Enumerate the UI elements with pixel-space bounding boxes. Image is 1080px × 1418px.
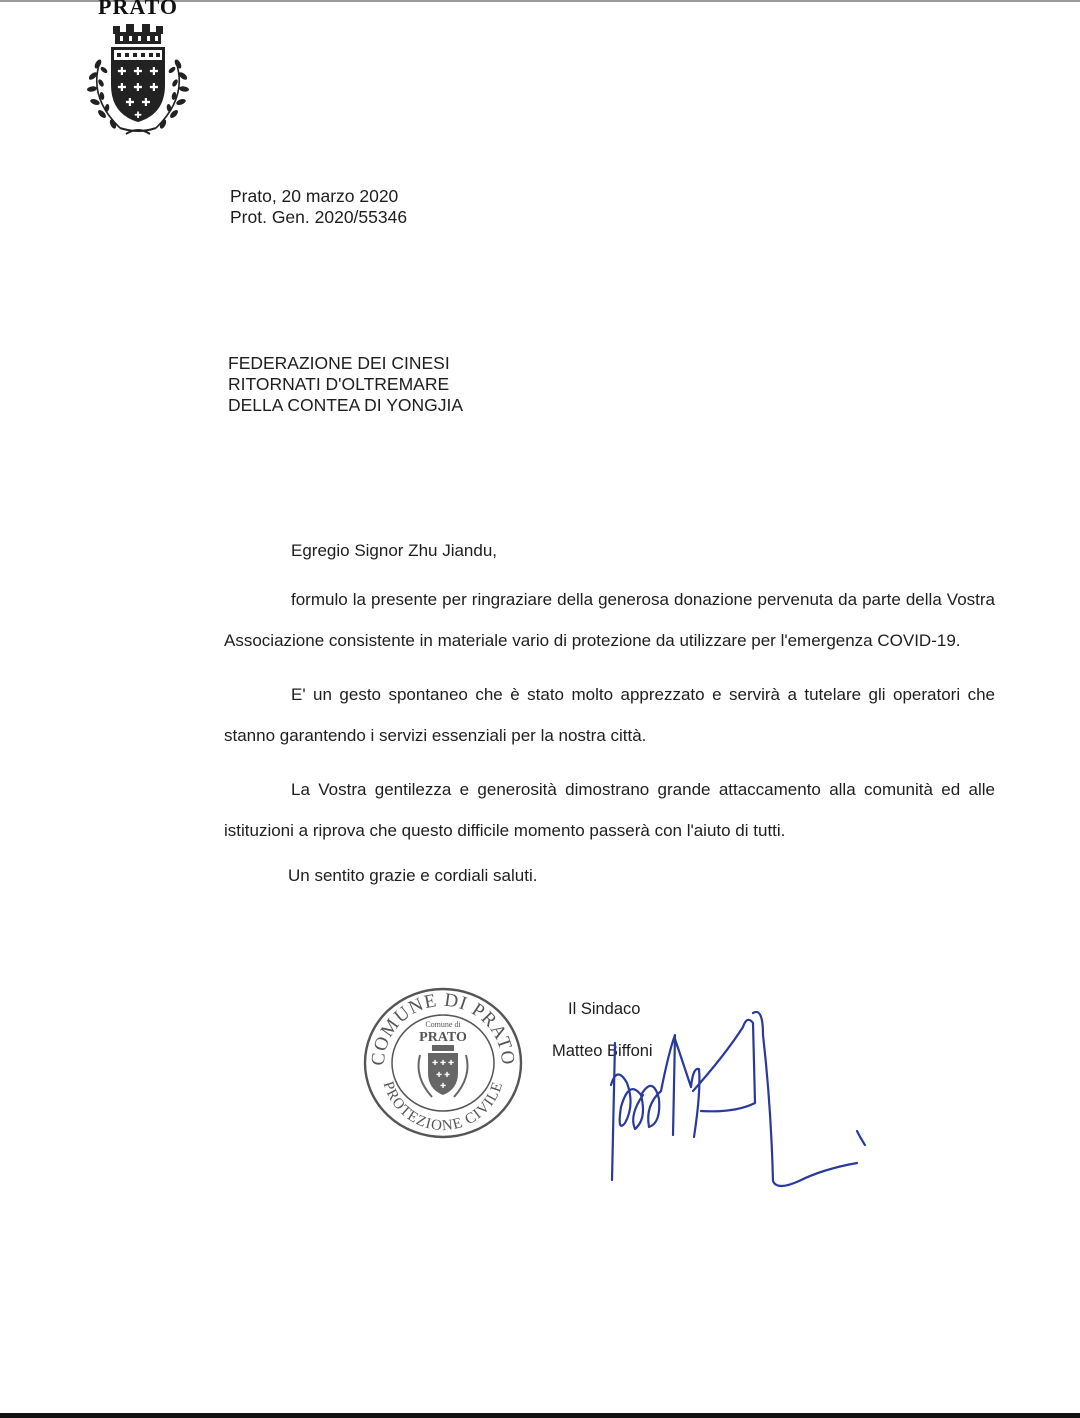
svg-text:✚: ✚ (133, 81, 143, 94)
salutation: Egregio Signor Zhu Jiandu, (291, 541, 498, 560)
svg-text:✚: ✚ (436, 1071, 442, 1079)
letterhead (70, 0, 200, 140)
body-paragraph: formulo la presente per ringraziare della generosa donazione pervenuta da parte della Vostra Associazione consistente in materiale vario di protezione da utilizzare per l'emergenza COVID-19. (224, 590, 995, 650)
place-and-date: Prato, 20 marzo 2020 (230, 186, 399, 206)
letter-body (224, 538, 995, 889)
svg-text:✚: ✚ (125, 96, 135, 109)
handwritten-signature-icon (595, 995, 875, 1200)
svg-text:✚: ✚ (117, 81, 127, 94)
recipient-address (228, 353, 463, 416)
official-stamp (362, 985, 524, 1141)
svg-text:✚: ✚ (141, 96, 151, 109)
stamp-crest-icon (419, 1045, 468, 1097)
svg-text:✚: ✚ (448, 1059, 454, 1067)
body-paragraph: La Vostra gentilezza e generosità dimostrano grande attaccamento alla comunità ed alle istituzioni a riprova che questo difficile momento passerà con l'aiuto di tutti. (224, 780, 995, 840)
svg-text:✚: ✚ (134, 111, 142, 121)
svg-text:✚: ✚ (432, 1059, 438, 1067)
letterhead-city-name: PRATO (98, 0, 178, 19)
stamp-inner-small-text: Comune di (425, 1020, 461, 1029)
signer-role: Il Sindaco (568, 1000, 641, 1018)
recipient-line: DELLA CONTEA DI YONGJIA (228, 395, 464, 415)
recipient-line: FEDERAZIONE DEI CINESI (228, 353, 450, 373)
signer-name: Matteo Biffoni (552, 1042, 653, 1060)
svg-text:✚: ✚ (149, 81, 159, 94)
prato-coat-of-arms-icon (80, 22, 196, 140)
closing-line: Un sentito grazie e cordiali saluti. (288, 866, 538, 885)
protocol-number: Prot. Gen. 2020/55346 (230, 207, 408, 227)
svg-text:✚: ✚ (133, 65, 143, 78)
body-paragraph: E' un gesto spontaneo che è stato molto apprezzato e servirà a tutelare gli operatori che stanno garantendo i servizi essenziali per la nostra città. (224, 685, 995, 745)
stamp-outer-top-text: COMUNE DI PRATO (367, 989, 519, 1067)
dateline (230, 186, 407, 228)
scan-bottom-edge (0, 1413, 1080, 1418)
svg-text:✚: ✚ (440, 1059, 446, 1067)
svg-text:✚: ✚ (444, 1071, 450, 1079)
recipient-line: RITORNATI D'OLTREMARE (228, 374, 450, 394)
svg-text:✚: ✚ (117, 65, 127, 78)
stamp-outer-bottom-text: PROTEZIONE CIVILE (379, 1079, 507, 1135)
svg-text:✚: ✚ (440, 1082, 446, 1090)
stamp-inner-city-text: PRATO (419, 1030, 467, 1045)
svg-text:✚: ✚ (149, 65, 159, 78)
